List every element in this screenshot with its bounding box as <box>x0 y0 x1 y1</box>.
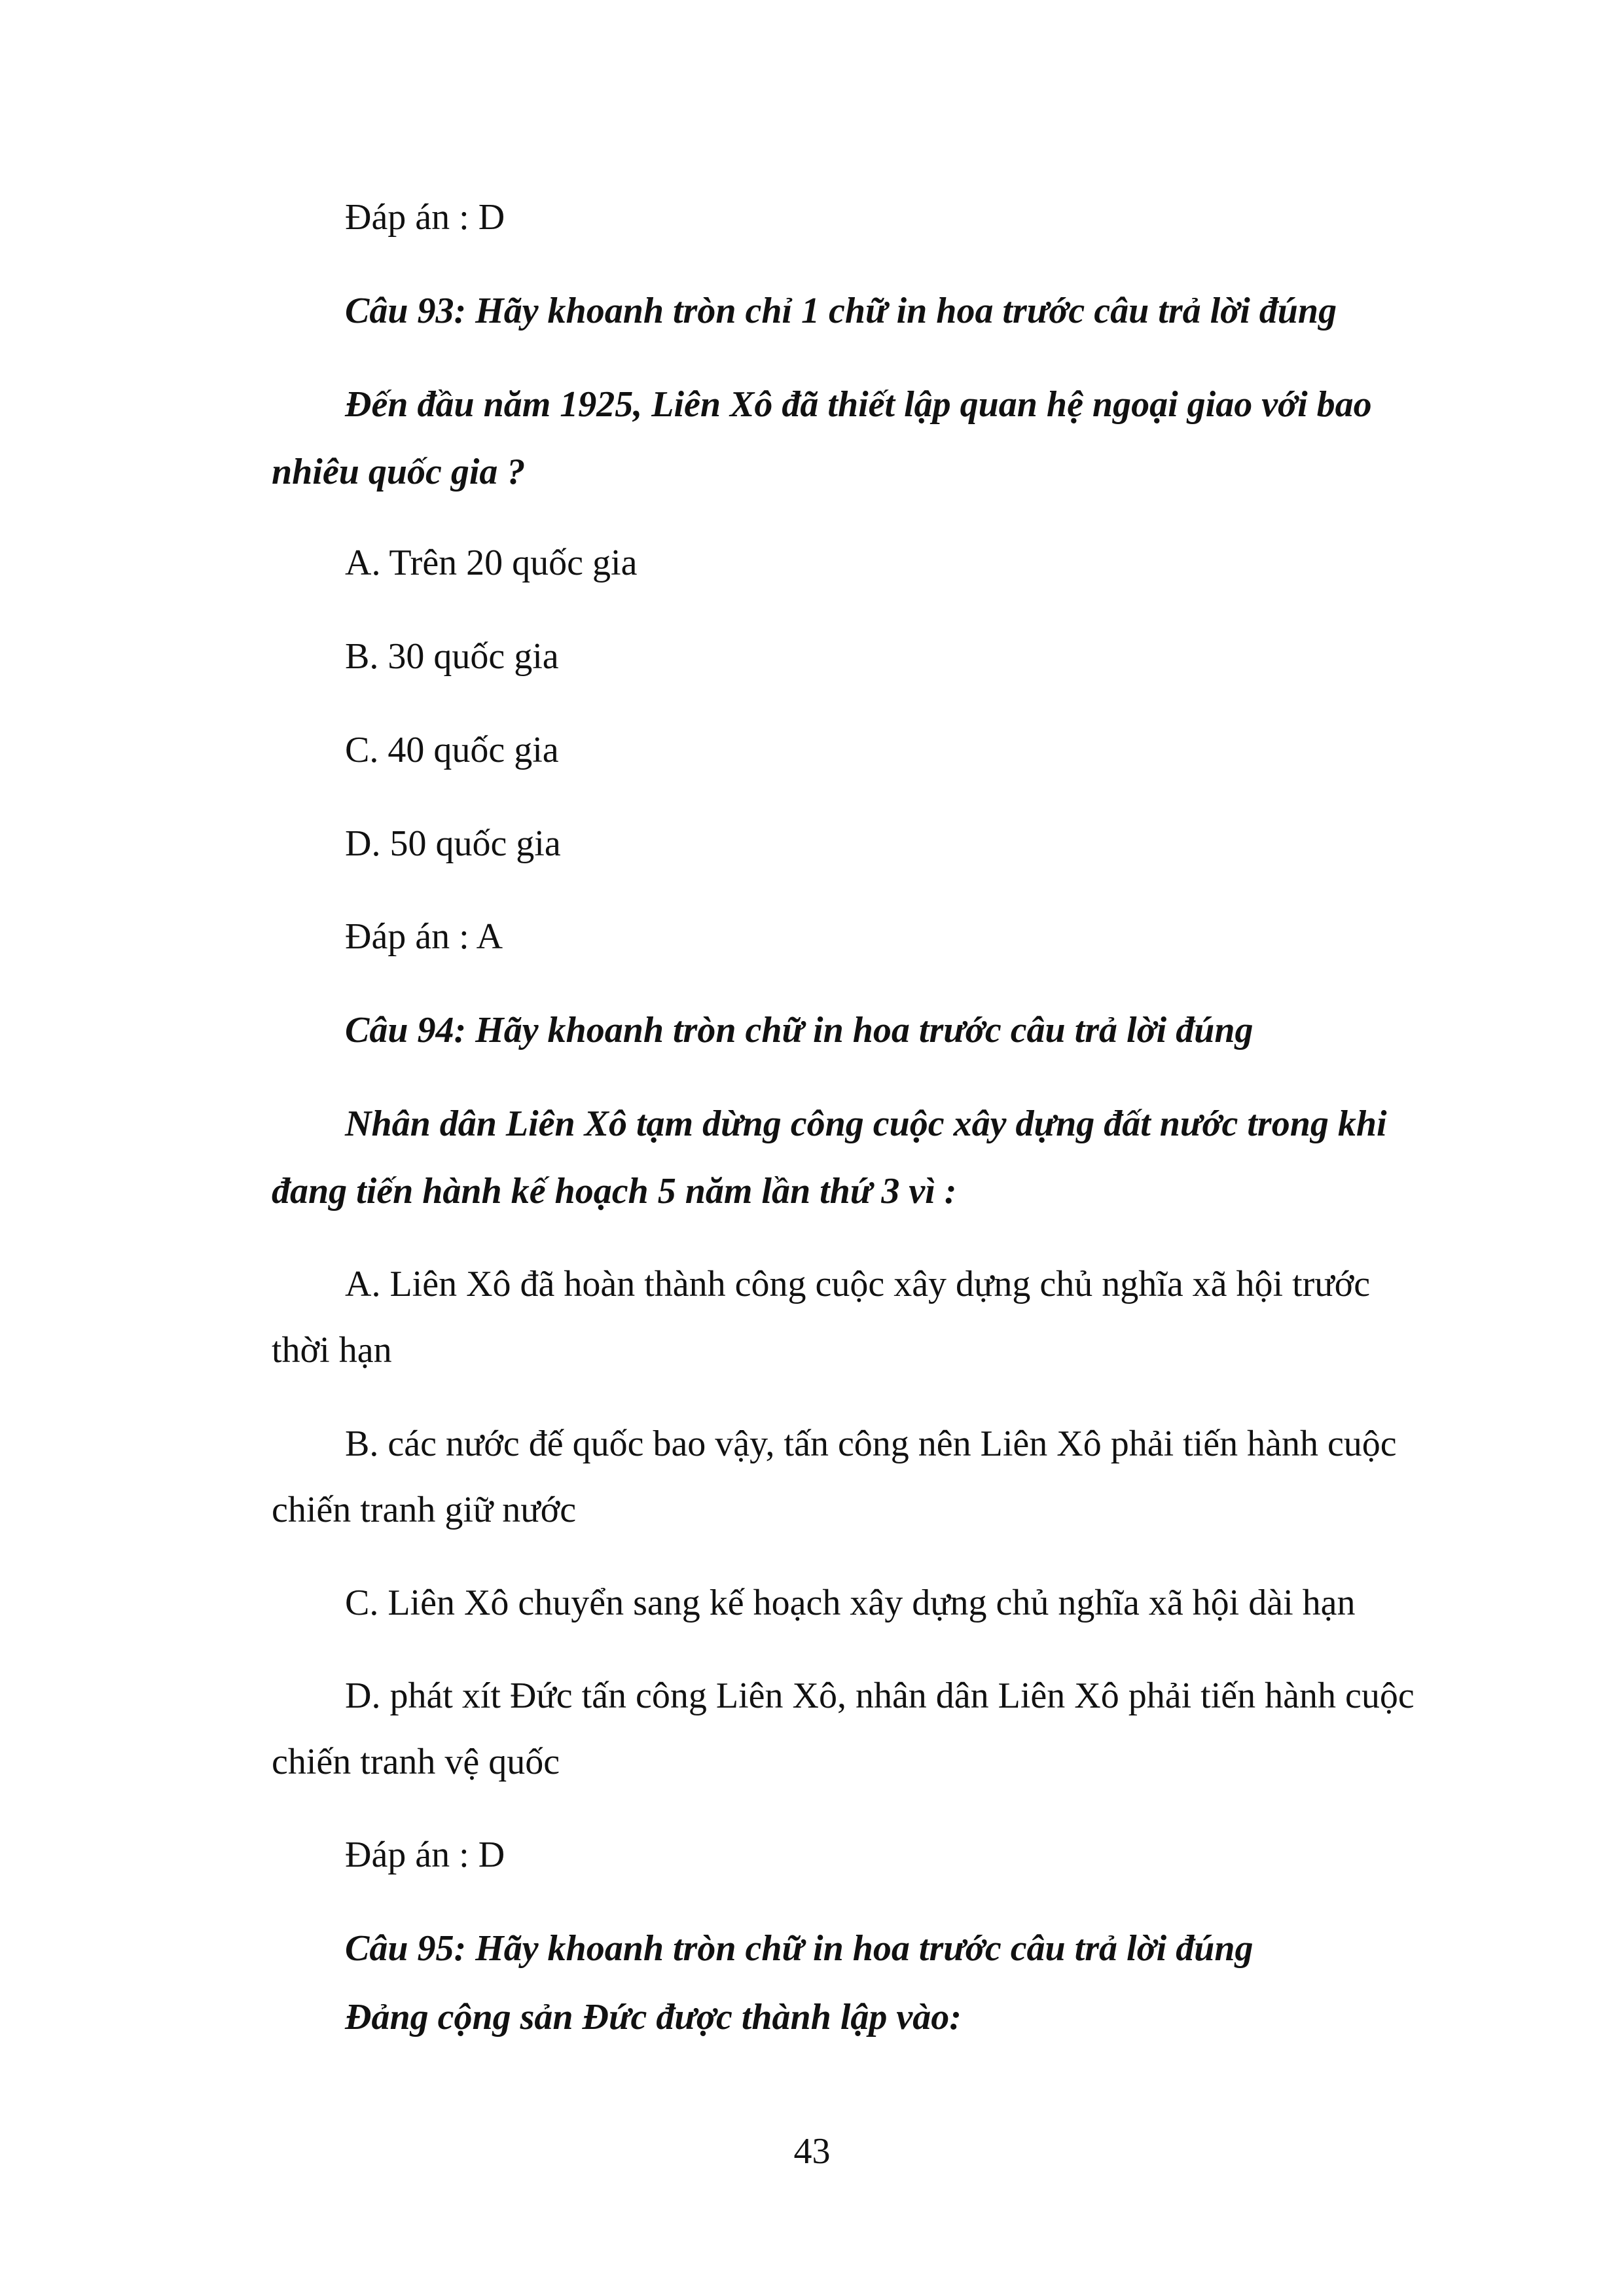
option-b: B. các nước đế quốc bao vậy, tấn công nên Liên Xô phải tiến hành cuộc <box>345 1424 1397 1464</box>
question-heading: Câu 93: Hãy khoanh tròn chỉ 1 chữ in hoa trước câu trả lời đúng <box>345 291 1337 331</box>
question-heading: Câu 95: Hãy khoanh tròn chữ in hoa trước câu trả lời đúng <box>345 1928 1254 1969</box>
page-number: 43 <box>793 2131 831 2172</box>
option-d-continued: chiến tranh vệ quốc <box>272 1742 560 1782</box>
answer-line: Đáp án : D <box>345 1835 505 1875</box>
question-text: Đảng cộng sản Đức được thành lập vào: <box>345 1997 962 2037</box>
option-d: D. phát xít Đức tấn công Liên Xô, nhân dân Liên Xô phải tiến hành cuộc <box>345 1676 1415 1716</box>
question-text-continued: nhiêu quốc gia ? <box>272 452 526 492</box>
question-text: Nhân dân Liên Xô tạm dừng công cuộc xây dựng đất nước trong khi <box>345 1103 1387 1144</box>
option-a: A. Trên 20 quốc gia <box>345 543 638 583</box>
answer-line: Đáp án : A <box>345 916 503 957</box>
question-heading: Câu 94: Hãy khoanh tròn chữ in hoa trước câu trả lời đúng <box>345 1010 1254 1050</box>
option-c: C. 40 quốc gia <box>345 730 559 770</box>
option-b-continued: chiến tranh giữ nước <box>272 1490 577 1530</box>
question-text-continued: đang tiến hành kế hoạch 5 năm lần thứ 3 vì : <box>272 1171 957 1211</box>
answer-line: Đáp án : D <box>345 197 505 238</box>
option-b: B. 30 quốc gia <box>345 636 559 677</box>
option-a: A. Liên Xô đã hoàn thành công cuộc xây dựng chủ nghĩa xã hội trước <box>345 1264 1371 1304</box>
option-d: D. 50 quốc gia <box>345 823 561 864</box>
question-text: Đến đầu năm 1925, Liên Xô đã thiết lập quan hệ ngoại giao với bao <box>345 384 1372 425</box>
option-c: C. Liên Xô chuyển sang kế hoạch xây dựng chủ nghĩa xã hội dài hạn <box>345 1583 1356 1623</box>
option-a-continued: thời hạn <box>272 1330 392 1371</box>
